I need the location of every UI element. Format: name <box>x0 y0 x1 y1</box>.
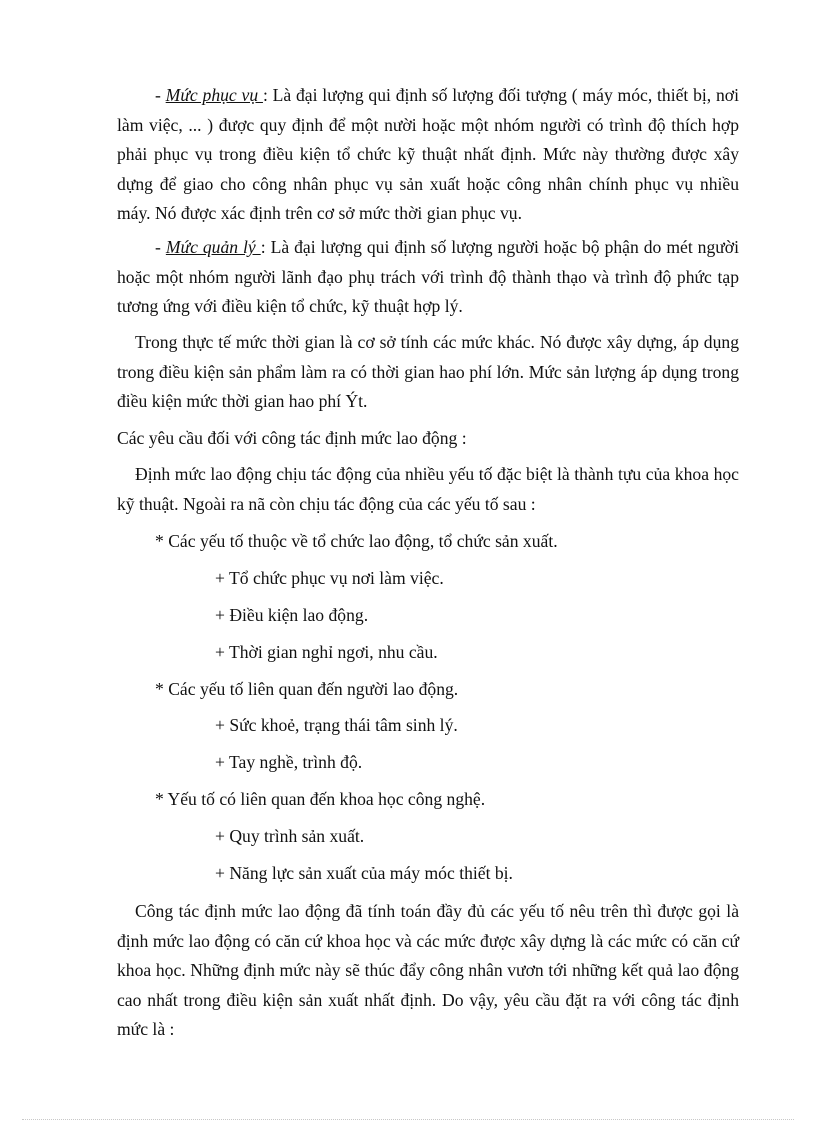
term-muc-phuc-vu: Mức phục vụ <box>165 85 263 105</box>
paragraph-thuc-te: Trong thực tế mức thời gian là cơ sở tính các mức khác. Nó được xây dựng, áp dụng trong điều kiện sản phẩm làm ra có thời gian hao phí lớn. Mức sản lượng áp dụng trong điều kiện mức thời gian hao phí Ýt. <box>117 332 739 411</box>
list-item: + Tổ chức phục vụ nơi làm việc. <box>215 568 444 588</box>
list-item: + Thời gian nghỉ ngơi, nhu cầu. <box>215 642 438 662</box>
paragraph-cong-tac: Công tác định mức lao động đã tính toán đầy đủ các yếu tố nêu trên thì được gọi là định mức lao động có căn cứ khoa học và các mức được xây dựng là các mức có căn cứ khoa học. Những định mức này sẽ thúc đẩy công nhân vươn tới những kết quả lao động cao nhất trong điều kiện sản xuất nhất định. Do vậy, yêu cầu đặt ra với công tác định mức là : <box>117 901 739 1039</box>
heading-yeu-cau: Các yêu cầu đối với công tác định mức lao động : <box>117 428 467 448</box>
list-item: + Sức khoẻ, trạng thái tâm sinh lý. <box>215 715 458 735</box>
page-bottom-rule <box>22 1119 794 1120</box>
definition-muc-quan-ly: : Là đại lượng qui định số lượng người hoặc bộ phận do mét người hoặc một nhóm người lãnh đạo phụ trách với trình độ thành thạo và trình độ phức tạp tương ứng với điều kiện tổ chức, kỹ thuật hợp lý. <box>117 237 739 316</box>
term-muc-quan-ly: Mức quản lý <box>165 237 261 257</box>
paragraph-dinh-muc: Định mức lao động chịu tác động của nhiều yếu tố đặc biệt là thành tựu của khoa học kỹ thuật. Ngoài ra nã còn chịu tác động của các yếu tố sau : <box>117 464 739 514</box>
group-title-to-chuc: * Các yếu tố thuộc về tổ chức lao động, tổ chức sản xuất. <box>155 531 558 551</box>
group-title-nguoi-lao-dong: * Các yếu tố liên quan đến người lao động. <box>155 679 459 699</box>
definition-muc-phuc-vu: : Là đại lượng qui định số lượng đối tượng ( máy móc, thiết bị, nơi làm việc, ... ) được quy định để một nười hoặc một nhóm người có trình độ thích hợp phải phục vụ trong điều kiện tổ chức kỹ thuật nhất định. Mức này thường được xây dựng để giao cho công nhân phục vụ sản xuất hoặc công nhân chính phục vụ nhiều máy. Nó được xác định trên cơ sở mức thời gian phục vụ. <box>117 85 739 223</box>
bullet-dash: - <box>155 85 166 105</box>
list-item: + Năng lực sản xuất của máy móc thiết bị. <box>215 863 513 883</box>
paragraph-muc-quan-ly <box>117 233 739 322</box>
list-item: + Tay nghề, trình độ. <box>215 752 363 772</box>
list-item: + Quy trình sản xuất. <box>215 826 365 846</box>
list-item: + Điều kiện lao động. <box>215 605 369 625</box>
bullet-dash: - <box>155 237 166 257</box>
group-title-khoa-hoc: * Yếu tố có liên quan đến khoa học công nghệ. <box>155 789 486 809</box>
paragraph-muc-phuc-vu <box>117 81 739 229</box>
